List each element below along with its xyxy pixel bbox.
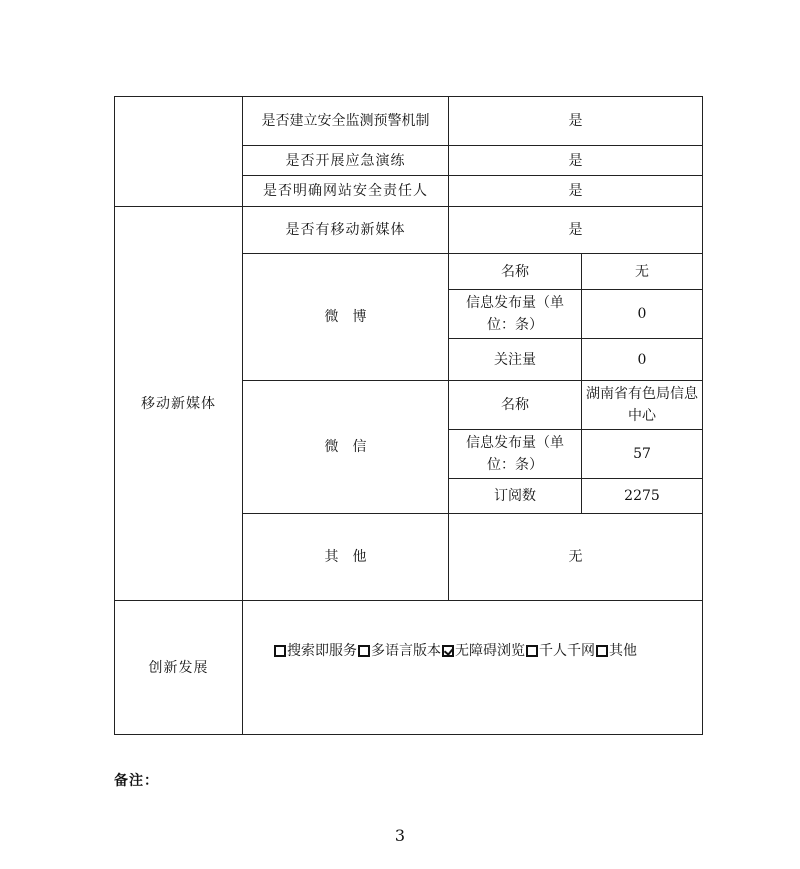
table-row xyxy=(115,207,703,254)
checkbox-search-service[interactable] xyxy=(274,645,286,657)
option-label: 千人千网 xyxy=(539,642,595,659)
wechat-label: 微 信 xyxy=(243,381,449,514)
checkbox-other[interactable] xyxy=(596,645,608,657)
media-section-label: 移动新媒体 xyxy=(115,207,243,601)
weibo-name-value: 无 xyxy=(582,254,703,290)
option-label: 其他 xyxy=(609,642,637,659)
checkbox-personalized[interactable] xyxy=(526,645,538,657)
weibo-posts-value: 0 xyxy=(582,290,703,339)
weibo-name-label: 名称 xyxy=(449,254,582,290)
security-label: 是否开展应急演练 xyxy=(243,146,449,176)
innovation-option-list xyxy=(273,640,698,662)
security-value: 是 xyxy=(449,176,703,207)
wechat-name-label: 名称 xyxy=(449,381,582,430)
has-media-value: 是 xyxy=(449,207,703,254)
security-label: 是否建立安全监测预警机制 xyxy=(243,97,449,146)
wechat-subs-value: 2275 xyxy=(582,479,703,514)
table-row xyxy=(115,97,703,146)
report-table xyxy=(114,96,703,735)
table-row xyxy=(115,601,703,735)
has-media-label: 是否有移动新媒体 xyxy=(243,207,449,254)
option-label: 多语言版本 xyxy=(371,642,441,659)
other-label: 其 他 xyxy=(243,514,449,601)
wechat-name-value: 湖南省有色局信息中心 xyxy=(582,381,703,430)
weibo-followers-label: 关注量 xyxy=(449,339,582,381)
security-value: 是 xyxy=(449,97,703,146)
weibo-label: 微 博 xyxy=(243,254,449,381)
option-label: 搜索即服务 xyxy=(287,642,357,659)
wechat-posts-value: 57 xyxy=(582,430,703,479)
weibo-followers-value: 0 xyxy=(582,339,703,381)
security-label: 是否明确网站安全责任人 xyxy=(243,176,449,207)
other-value: 无 xyxy=(449,514,703,601)
weibo-posts-label: 信息发布量（单位：条） xyxy=(449,290,582,339)
innovation-label: 创新发展 xyxy=(115,601,243,735)
page-number: 3 xyxy=(394,826,406,845)
empty-section-cell xyxy=(115,97,243,207)
checkbox-accessibility[interactable] xyxy=(442,645,454,657)
wechat-subs-label: 订阅数 xyxy=(449,479,582,514)
note-label: 备注： xyxy=(114,773,159,789)
innovation-options xyxy=(243,601,703,735)
option-label: 无障碍浏览 xyxy=(455,642,525,659)
wechat-posts-label: 信息发布量（单位：条） xyxy=(449,430,582,479)
security-value: 是 xyxy=(449,146,703,176)
checkbox-multilingual[interactable] xyxy=(358,645,370,657)
